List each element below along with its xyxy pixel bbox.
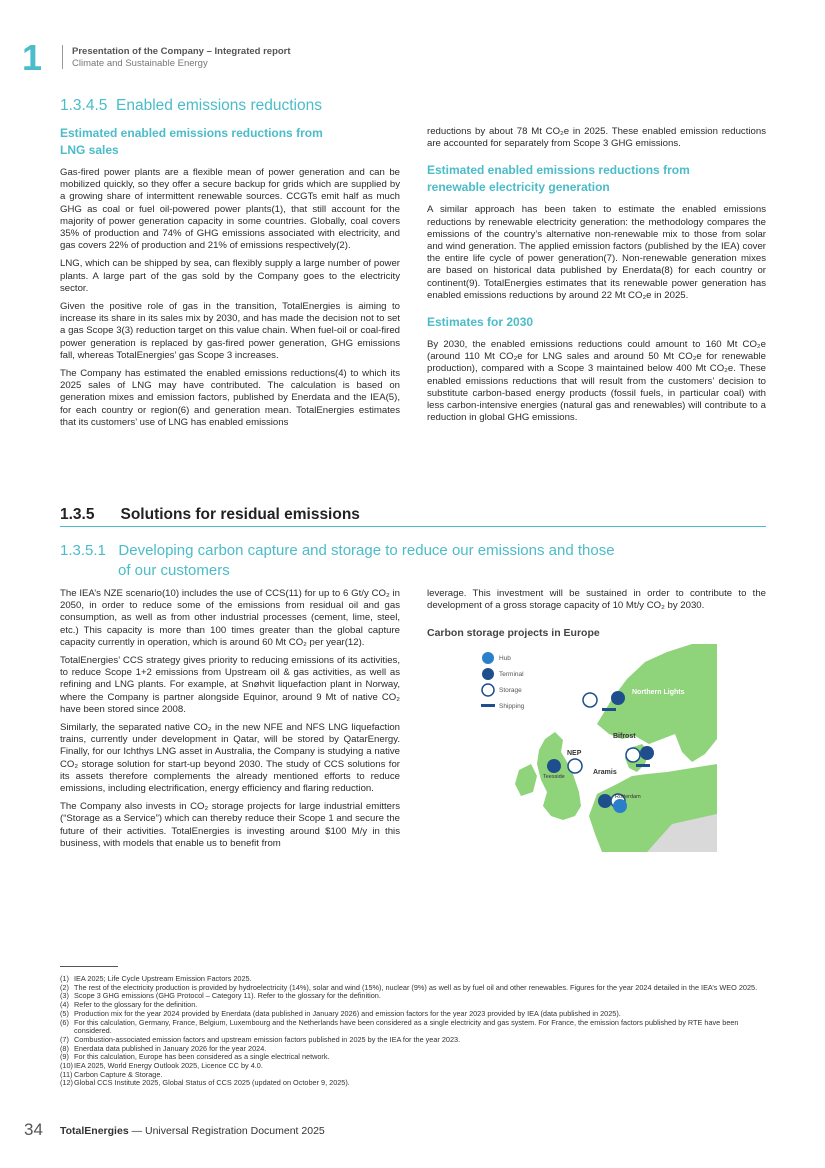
- paragraph: Gas-fired power plants are a flexible mean of power generation and can be mobilized quickly, so they offer a secure backup for grids which are supplied by a growing share of intermittent renewable sources. CCGTs emit half as much GHG as coal or fuel oil-powered power plants(1), that still account for the majority of power generation capacity in some countries. Globally, coal covers 35% of production and 74% of GHG emissions associated with electricity, and gas covers 22% of production and 21% of emissions respectively(2).: [60, 167, 400, 252]
- section-heading-1345: [60, 97, 322, 115]
- label-teesside: Teesside: [543, 774, 565, 780]
- left-column-bottom: [60, 588, 400, 856]
- legend-shipping: [481, 704, 495, 707]
- paragraph: By 2030, the enabled emissions reductions could amount to 160 Mt CO₂e (around 110 Mt CO₂e for LNG sales and around 50 Mt CO₂e for renewable production), compared with a Scope 3 maintained below 400 Mt CO₂e. These enabled emissions reductions that will result from the customers’ decision to substitute carbon-based energy products (fossil fuels, in particular coal) with less carbon-intensive energies (natural gas and renewables) will contribute to a reduction in global GHG emissions.: [427, 339, 766, 424]
- footnote: [60, 1079, 766, 1088]
- footnote-number: (8): [60, 1043, 69, 1053]
- heading-title: Solutions for residual emissions: [120, 506, 360, 523]
- right-column-bottom: [427, 588, 766, 618]
- lng-subheading: Estimated enabled emissions reductions from LNG sales: [60, 126, 323, 157]
- paragraph: reductions by about 78 Mt CO₂e in 2025. These enabled emission reductions are accounted for separately from Scope 3 GHG emissions.: [427, 126, 766, 150]
- footnote-text: IEA 2025, World Energy Outlook 2025, Licence CC by 4.0.: [74, 1061, 263, 1071]
- heading-number: 1.3.5.1: [60, 542, 106, 559]
- heading-number: 1.3.4.5: [60, 97, 108, 114]
- heading-number: 1.3.5: [60, 506, 95, 523]
- carbon-storage-map: [477, 644, 717, 852]
- ccs-right-body: [427, 588, 766, 612]
- label-nep: NEP: [567, 750, 582, 757]
- footnote-number: (7): [60, 1034, 69, 1044]
- right-column-top: [427, 126, 766, 430]
- paragraph: The Company also invests in CO₂ storage projects for large industrial emitters (“Storage as a Service”) which can thereby reduce their Scope 1 and secure the future of their activities. TotalEnergies is investing around $100 M/y in this business, with models that enable us to benefit from: [60, 801, 400, 849]
- renewable-body: [427, 204, 766, 302]
- legend-label-hub: Hub: [499, 655, 511, 662]
- footnote-number: (2): [60, 982, 69, 992]
- paragraph: TotalEnergies’ CCS strategy gives priority to reducing emissions of its activities, to reduce Scope 1+2 emissions from Upstream oil & gas activities, as well as refining and LNG plants. For example, at Snøhvit liquefaction plant in Norway, where the Company is partner alongside Equinor, around 9 Mt of native CO₂ have been stored since 2008.: [60, 655, 400, 715]
- paragraph: The Company has estimated the enabled emissions reductions(4) to which its 2025 sales of LNG may have contributed. The calculation is based on generation mixes and emission factors, published by Enerdata and the IEA(5), for each country or region(6) and generation mean. TotalEnergies estimates that its customers’ use of LNG has enabled emissions: [60, 368, 400, 428]
- label-northern-lights: Northern Lights: [632, 689, 685, 696]
- footnote-text: Scope 3 GHG emissions (GHG Protocol – Category 11). Refer to the glossary for the definition.: [74, 991, 381, 1001]
- section-rule: [60, 526, 766, 527]
- paragraph: The IEA’s NZE scenario(10) includes the use of CCS(11) for up to 6 Gt/y CO₂ in 2050, in order to reduce some of the emissions from residual oil and gas consumption, as well as from other industrial processes (cement, lime, steel, etc.) This capacity is more than 100 times greater than the global capture capacity currently in operation, which is around 60 Mt CO₂ per year(12).: [60, 588, 400, 648]
- footnote-number: (5): [60, 1008, 69, 1018]
- footnote-number: (1): [60, 974, 69, 983]
- header-divider: [62, 45, 63, 69]
- estimates-body: [427, 339, 766, 424]
- paragraph: A similar approach has been taken to estimate the enabled emissions reductions by renewable electricity generation: the methodology compares the emissions of the country’s alternative non-renewable mix to those from solar and wind generation. The applied emission factors (published by the IEA) cover the entire life cycle of power generation(7). Non-renewable generation mixes are based on historical data published by Enerdata(8) for each country or continent(9). TotalEnergies estimates that its renewable power generation has enabled emissions reductions by around 22 Mt CO₂e in 2025.: [427, 204, 766, 301]
- footnote-text: IEA 2025; Life Cycle Upstream Emission Factors 2025.: [74, 974, 252, 983]
- header-title: Presentation of the Company – Integrated report: [72, 46, 291, 57]
- footnote-number: (11): [60, 1069, 73, 1079]
- footer-brand: [60, 1125, 325, 1137]
- heading-title-line1: Developing carbon capture and storage to reduce our emissions and those: [118, 542, 615, 559]
- footnote: [60, 1062, 766, 1071]
- label-bifrost: Bifrost: [613, 733, 636, 740]
- paragraph: leverage. This investment will be sustained in order to contribute to the development of a gross storage capacity of 10 Mt/y CO₂ by 2030.: [427, 588, 766, 612]
- estimates-subheading: Estimates for 2030: [427, 315, 534, 330]
- renewable-subheading: Estimated enabled emissions reductions from renewable electricity generation: [427, 163, 690, 195]
- map-title: Carbon storage projects in Europe: [427, 627, 600, 639]
- footnote-number: (4): [60, 1000, 69, 1010]
- footnote-number: (6): [60, 1017, 69, 1027]
- footnote-text: For this calculation, Europe has been considered as a single electrical network.: [74, 1052, 330, 1062]
- page-number: 34: [24, 1120, 43, 1139]
- footnote-text: For this calculation, Germany, France, Belgium, Luxembourg and the Netherlands have been considered as a single electricity and gas system. For France, the emission factors published by RTE have been considered.: [74, 1017, 739, 1036]
- legend-label-storage: Storage: [499, 687, 522, 694]
- legend-label-shipping: Shipping: [499, 703, 525, 710]
- footnote-text: The rest of the electricity production is provided by hydroelectricity (14%), solar and wind (15%), nuclear (9%) as well as by fuel oil and other renewables. Figures for the year 2024 detailed in the IEA’s WEO 2025.: [74, 982, 758, 992]
- footnote-text: Carbon Capture & Storage.: [74, 1069, 163, 1079]
- legend-hub: [482, 652, 494, 664]
- footnote-number: (3): [60, 991, 69, 1001]
- label-rotterdam: Rotterdam: [615, 794, 641, 800]
- footnote-text: Enerdata data published in January 2026 for the year 2024.: [74, 1043, 267, 1053]
- footnote-rule: [60, 966, 118, 967]
- footnote-number: (9): [60, 1052, 69, 1062]
- left-column-top: [60, 125, 400, 435]
- right-body: [427, 126, 766, 150]
- footnote-number: (12): [60, 1078, 73, 1088]
- footnote-text: Global CCS Institute 2025, Global Status of CCS 2025 (updated on October 9, 2025).: [74, 1078, 350, 1088]
- footnote-text: Combustion-associated emission factors and upstream emission factors published in 2025 by the IEA for the year 2023.: [74, 1034, 461, 1044]
- footnote: [60, 1019, 766, 1036]
- header-subtitle: Climate and Sustainable Energy: [72, 58, 208, 69]
- legend-storage: [482, 684, 494, 696]
- footnote-text: Refer to the glossary for the definition.: [74, 1000, 198, 1010]
- section-heading-135: [60, 506, 360, 524]
- document-title: — Universal Registration Document 2025: [131, 1125, 325, 1137]
- ccs-body: [60, 588, 400, 850]
- paragraph: Given the positive role of gas in the transition, TotalEnergies is aiming to increase its share in its sales mix by 2030, and has made the decision not to set a gas Scope 3(3) reduction target on this value chain. When fuel-oil or coal-fired power generation is replaced by gas-fired power generation, GHG emissions fall, whereas TotalEnergies’ gas Scope 3 increases.: [60, 301, 400, 361]
- footnote-number: (10): [60, 1061, 73, 1071]
- footnote-text: Production mix for the year 2024 provided by Enerdata (data published in January 2026) and emission factors for the year 2023 provided by IEA (data published in 2025).: [74, 1008, 621, 1018]
- section-heading-1351: [60, 541, 615, 581]
- paragraph: Similarly, the separated native CO₂ in the new NFE and NFS LNG liquefaction trains, currently under development in Qatar, will be stored by QatarEnergy. Finally, for our Ichthys LNG asset in Australia, the Company is studying a native CO₂ storage solution for start-up beyond 2030. The study of CCS solutions for its assets therefore complements the already mentioned efforts to reduce emissions, including electrification, energy efficiency and flaring reduction.: [60, 722, 400, 795]
- label-aramis: Aramis: [593, 769, 617, 776]
- paragraph: LNG, which can be shipped by sea, can flexibly supply a large number of power plants. A large part of the gas sold by the Company goes to the electricity sector.: [60, 258, 400, 294]
- lng-body: [60, 167, 400, 429]
- brand-name: TotalEnergies: [60, 1125, 129, 1137]
- legend-terminal: [482, 668, 494, 680]
- legend-label-terminal: Terminal: [499, 671, 524, 678]
- heading-title: Enabled emissions reductions: [116, 97, 322, 114]
- footnotes: [60, 975, 766, 1088]
- heading-title-line2: of our customers: [118, 562, 230, 579]
- chapter-number: 1: [22, 37, 43, 78]
